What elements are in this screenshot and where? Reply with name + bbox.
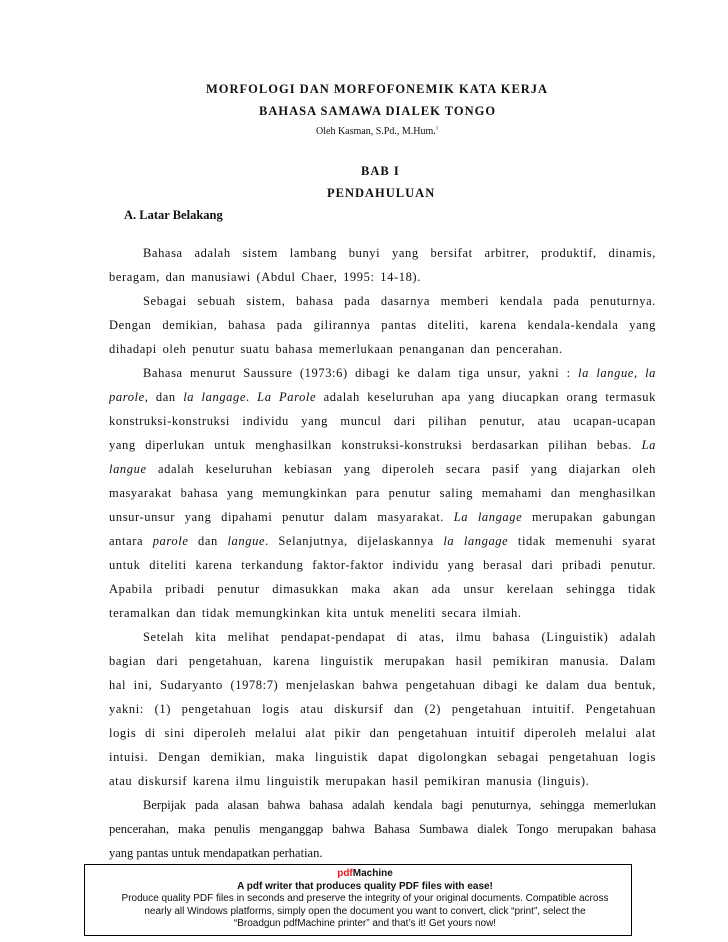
text-line: logis di sini diperoleh melalui alat pikir dan pengetahuan intuitif diperoleh melalui alat — [109, 726, 656, 740]
text-line: untuk diteliti karena terkandung faktor-faktor individu yang berasal dari pribadi penutur. — [109, 558, 656, 572]
author-name: Oleh Kasman, S.Pd., M.Hum. — [316, 126, 436, 137]
text-span: dan — [198, 534, 218, 548]
title-line-2: BAHASA SAMAWA DIALEK TONGO — [259, 104, 497, 118]
text-span: merupakan gabungan — [531, 510, 656, 524]
brand-machine: Machine — [352, 868, 393, 879]
text-line: yakni: (1) pengetahuan logis atau diskursif dan (2) pengetahuan intuitif. Pengetahuan — [109, 702, 656, 716]
italic-term: la langue — [578, 366, 634, 380]
text-span: yang diperlukan untuk menghasilkan konstruksi-konstruksi berdasarkan pilihan bebas. — [109, 438, 633, 452]
footer-description-2: nearly all Windows platforms, simply open the document you want to convert, click “print”, select the — [144, 905, 586, 917]
text-line: teramalkan dan tidak memungkinkan kita untuk meneliti secara ilmiah. — [109, 606, 522, 620]
title-line-1: MORFOLOGI DAN MORFOFONEMIK KATA KERJA — [206, 82, 549, 96]
italic-term: La — [641, 438, 656, 452]
text-line: Dengan demikian, bahasa pada gilirannya pantas diteliti, karena kendala-kendala yang — [109, 318, 656, 332]
text-line: Apabila pribadi penutur dimasukkan maka akan ada unsur kerelaan sehingga tidak — [109, 582, 656, 596]
text-line: hal ini, Sudaryanto (1978:7) menjelaskan bahwa pengetahuan dibagi ke dalam dua bentuk, — [109, 678, 656, 692]
text-span: antara — [109, 534, 144, 548]
text-line — [109, 389, 656, 405]
text-span: unsur-unsur yang dipahami penutur dalam masyarakat. — [109, 510, 445, 524]
text-line: yang pantas untuk mendapatkan perhatian. — [109, 846, 323, 860]
text-span: Bahasa menurut Saussure (1973:6) dibagi ke dalam tiga unsur, yakni : — [143, 366, 571, 380]
text-line: Setelah kita melihat pendapat-pendapat di atas, ilmu bahasa (Linguistik) adalah — [143, 630, 656, 644]
text-span: adalah keseluruhan apa yang diucapkan orang termasuk — [323, 390, 656, 404]
pdfmachine-logo — [1, 868, 728, 881]
italic-term: La langage — [453, 510, 523, 524]
italic-term: La Parole — [257, 390, 317, 404]
text-span: adalah keseluruhan kebiasan yang diperoleh secara pasif yang diajarkan oleh — [158, 462, 656, 476]
text-line — [109, 461, 656, 477]
text-line: bagian dari pengetahuan, karena linguistik merupakan hasil pemikiran manusia. Dalam — [109, 654, 656, 668]
italic-term: parole — [152, 534, 189, 548]
text-line — [109, 437, 656, 453]
italic-term: la — [645, 366, 657, 380]
author — [316, 126, 438, 137]
section-heading: A. Latar Belakang — [124, 208, 223, 222]
text-line: beragam, dan manusiawi (Abdul Chaer, 1995: 14-18). — [109, 270, 421, 284]
footer-description-3: “Broadgun pdfMachine printer” and that’s it! Get yours now! — [233, 918, 497, 929]
text-line: dihadapi oleh penutur suatu bahasa memerlukaan penanganan dan pencerahan. — [109, 342, 563, 356]
chapter-number: BAB I — [361, 164, 400, 178]
italic-term: langue — [109, 462, 147, 476]
text-span: . — [246, 390, 250, 404]
italic-term: parole — [109, 390, 145, 404]
text-line — [109, 509, 656, 525]
text-line: Bahasa adalah sistem lambang bunyi yang bersifat arbitrer, produktif, dinamis, — [143, 246, 656, 260]
pdfmachine-footer-box — [84, 864, 632, 936]
text-line: atau diskursif karena ilmu linguistik merupakan hasil pemikiran manusia (linguis). — [109, 774, 590, 788]
footer-description-1: Produce quality PDF files in seconds and preserve the integrity of your original documents. Compatible across — [121, 893, 609, 904]
text-span: , — [633, 366, 638, 380]
text-line — [109, 533, 656, 549]
brand-pdf: pdf — [337, 868, 353, 879]
text-line: masyarakat bahasa yang memungkinkan para penutur saling memahami dan menghasilkan — [109, 486, 656, 500]
italic-term: langue — [227, 534, 266, 548]
author-footnote-marker: 1 — [435, 126, 439, 132]
footer-tagline: A pdf writer that produces quality PDF files with ease! — [237, 880, 493, 892]
text-line: intuisi. Dengan demikian, maka linguistik dapat digolongkan sebagai pengetahuan logis — [109, 750, 656, 764]
text-span: tidak memenuhi syarat — [517, 534, 656, 548]
text-span: , dan — [144, 390, 176, 404]
pdfmachine-footer-text — [1, 868, 728, 931]
italic-term: la langage — [443, 534, 509, 548]
text-line — [143, 365, 656, 381]
italic-term: la langage — [183, 390, 247, 404]
text-line: Sebagai sebuah sistem, bahasa pada dasarnya memberi kendala pada penuturnya. — [143, 294, 656, 308]
text-line: Berpijak pada alasan bahwa bahasa adalah kendala bagi penuturnya, sehingga memerlukan — [143, 798, 656, 812]
text-line: konstruksi-konstruksi individu yang muncul dari pilihan penutur, atau ucapan-ucapan — [109, 414, 656, 428]
text-span: . Selanjutnya, dijelaskannya — [265, 534, 434, 548]
text-line: pencerahan, maka penulis menganggap bahwa Bahasa Sumbawa dialek Tongo merupakan bahasa — [109, 822, 656, 836]
chapter-title: PENDAHULUAN — [327, 186, 436, 200]
